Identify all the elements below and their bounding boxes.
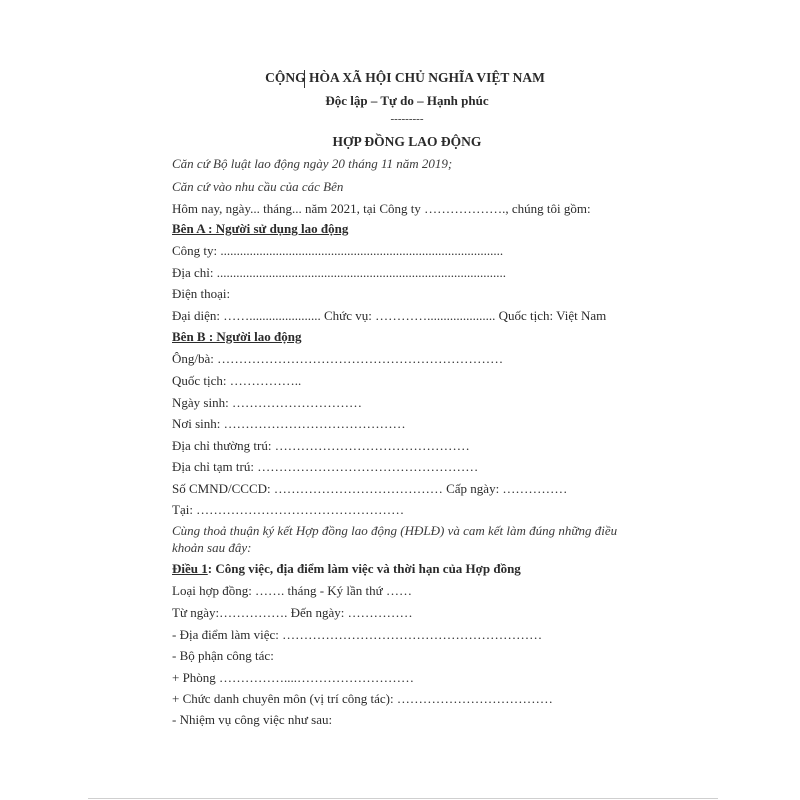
- party-b-id-number: Số CMND/CCCD: ………………………………… Cấp ngày: ……………: [172, 481, 568, 496]
- party-b-heading: Bên B : Người lao động: [172, 329, 302, 344]
- party-b-dob: Ngày sinh: …………………………: [172, 395, 362, 410]
- party-b-name: Ông/bà: …………………………………………………………: [172, 351, 504, 366]
- party-a-phone: Điện thoại:: [172, 286, 231, 301]
- date-place-line: Hôm nay, ngày... tháng... năm 2021, tại Công ty ………………., chúng tôi gồm:: [172, 201, 591, 216]
- motto: Độc lập – Tự do – Hạnh phúc: [325, 93, 489, 108]
- party-a-heading: Bên A : Người sử dụng lao động: [172, 221, 349, 236]
- article-1-label: Điều 1: [172, 561, 208, 576]
- page-bottom-rule: [88, 798, 718, 799]
- party-b-issued-at: Tại: …………………………………………: [172, 502, 405, 517]
- room-line: + Phòng ……………....………………………: [172, 670, 415, 685]
- party-b-permanent-address: Địa chỉ thường trú: ………………………………………: [172, 438, 470, 453]
- party-b-birthplace: Nơi sinh: ……………………………………: [172, 416, 406, 431]
- department-line: - Bộ phận công tác:: [172, 648, 274, 663]
- contract-period-line: Từ ngày:……………. Đến ngày: ……………: [172, 605, 413, 620]
- separator: ---------: [390, 113, 424, 125]
- legal-basis-1: Căn cứ Bộ luật lao động ngày 20 tháng 11 năm 2019;: [172, 156, 453, 171]
- position-line: + Chức danh chuyên môn (vị trí công tác): ………………………………: [172, 691, 553, 706]
- national-title: CỘNG HÒA XÃ HỘI CHỦ NGHĨA VIỆT NAM: [265, 70, 545, 85]
- workplace-line: - Địa điểm làm việc: ……………………………………………………: [172, 627, 543, 642]
- party-a-company: Công ty: .......................................................................................: [172, 243, 504, 258]
- party-a-address: Địa chỉ: .........................................................................................: [172, 265, 507, 280]
- agreement-text: Cùng thoả thuận ký kết Hợp đồng lao động (HĐLĐ) và cam kết làm đúng những điều khoản sau đây:: [172, 523, 618, 555]
- duties-line: - Nhiệm vụ công việc như sau:: [172, 712, 333, 727]
- article-1-heading: [172, 561, 521, 577]
- contract-type-line: Loại hợp đồng: ……. tháng - Ký lần thứ ……: [172, 583, 412, 598]
- document-title: HỢP ĐỒNG LAO ĐỘNG: [332, 134, 482, 149]
- legal-basis-2: Căn cứ vào nhu cầu của các Bên: [172, 179, 344, 194]
- article-1-title: : Công việc, địa điểm làm việc và thời hạn của Hợp đồng: [207, 561, 521, 576]
- party-b-temporary-address: Địa chỉ tạm trú: ……………………………………………: [172, 459, 479, 474]
- party-a-representative: Đại diện: ……...................... Chức vụ: …………..................... Quốc tịch: Việt Nam: [172, 308, 607, 323]
- party-b-nationality: Quốc tịch: ……………..: [172, 373, 302, 388]
